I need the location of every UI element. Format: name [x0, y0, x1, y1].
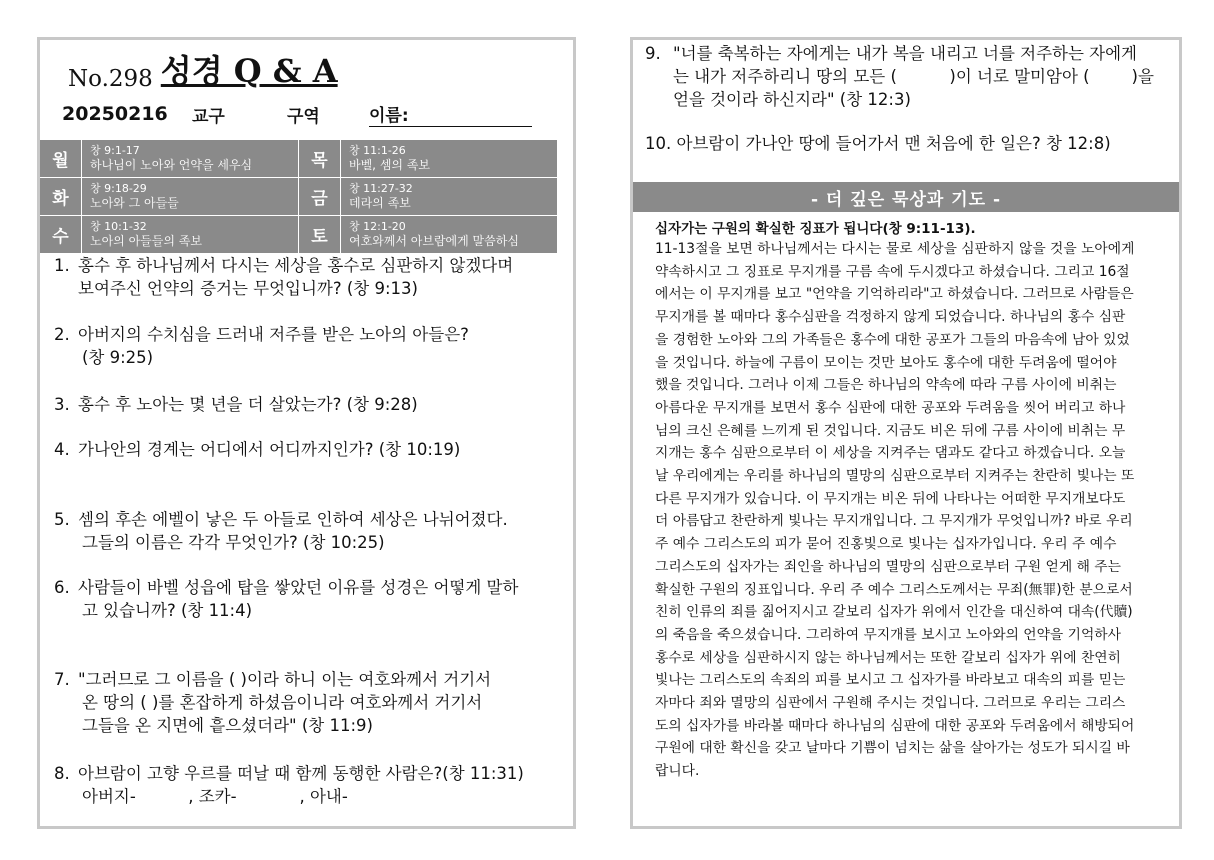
question-line: 온 땅의 ( )를 혼잡하게 하셨음이니라 여호와께서 거기서 [82, 693, 483, 712]
reading-cell [82, 178, 298, 215]
question-number: 9. [645, 44, 661, 63]
question-9 [645, 42, 1181, 111]
reading-desc: 노아와 그 아들들 [90, 196, 179, 210]
devotion-line: 님의 크신 은혜를 느끼게 된 것입니다. 지금도 비온 뒤에 구름 사이에 비취는 무 [655, 422, 1126, 439]
guyeok-label: 구역 [287, 106, 320, 127]
question-5 [54, 508, 574, 554]
question-4 [54, 438, 574, 461]
answer-blanks: 아버지- , 조카- , 아내- [82, 787, 348, 806]
devotion-line: 확실한 구원의 징표입니다. 우리 주 예수 그리스도께서는 무죄(無罪)한 분으로서 [655, 581, 1133, 598]
question-line: 고 있습니까? (창 11:4) [82, 601, 253, 620]
devotion-line: 주 예수 그리스도의 피가 묻어 진홍빛으로 빛나는 십자가입니다. 우리 주 예수 [655, 536, 1117, 553]
question-6 [54, 576, 574, 622]
question-line: 가나안의 경계는 어디에서 어디까지인가? (창 10:19) [78, 440, 461, 459]
question-number: 3. [54, 395, 70, 414]
question-line: (창 9:25) [82, 348, 154, 367]
question-number: 1. [54, 256, 70, 275]
devotion-line: 했을 것입니다. 그러나 이제 그들은 하나님의 약속에 따라 구름 사이에 비취는 [655, 377, 1117, 394]
question-line: 홍수 후 노아는 몇 년을 더 살았는가? (창 9:28) [78, 395, 418, 414]
devotion-line: 날 우리에게는 우리를 하나님의 멸망의 심판으로부터 지켜주는 찬란히 빛나는 또 [655, 468, 1135, 485]
day-cell: 화 [40, 178, 81, 215]
question-number: 2. [54, 325, 70, 344]
reading-ref: 창 11:27-32 [349, 182, 413, 195]
question-line: 홍수 후 하나님께서 다시는 세상을 홍수로 심판하지 않겠다며 [78, 256, 514, 275]
reading-desc: 하나님이 노아와 언약을 세우심 [90, 158, 253, 172]
devotion-line: 더 아름답고 찬란하게 빛나는 무지개입니다. 그 무지개가 무엇입니까? 바로 우리 [655, 513, 1133, 530]
devotion-line: 랍니다. [655, 763, 700, 780]
question-number: 8. [54, 764, 70, 783]
devotion-line: 자마다 죄와 멸망의 심판에서 구원해 주시는 것입니다. 그러므로 우리는 그리스 [655, 695, 1126, 712]
devotion-line: 홍수로 세상을 심판하시지 않는 하나님께서는 또한 갈보리 십자가 위에 찬연히 [655, 649, 1121, 666]
day-cell: 수 [40, 216, 81, 253]
devotion-line: 에서는 이 무지개를 보고 "언약을 기억하리라"고 하셨습니다. 그러므로 사람들은 [655, 286, 1134, 303]
title-row [68, 46, 338, 92]
reading-schedule [40, 140, 573, 254]
question-line: 아브람이 고향 우르를 떠날 때 함께 동행한 사람은?(창 11:31) [78, 764, 524, 783]
question-line: 사람들이 바벨 성읍에 탑을 쌓았던 이유를 성경은 어떻게 말하 [78, 578, 519, 597]
reading-cell [341, 178, 557, 215]
question-1 [54, 254, 574, 300]
question-number: 5. [54, 510, 70, 529]
reading-cell [341, 140, 557, 177]
devotion-line: 지개는 홍수 심판으로부터 이 세상을 지켜주는 댐과도 같다고 하겠습니다. 오늘 [655, 445, 1126, 462]
devotion-line: 을 경험한 노아와 그의 가족들은 홍수에 대한 공포가 그들의 마음속에 남아 있었 [655, 331, 1130, 348]
meta-row [62, 101, 532, 127]
question-line: 셈의 후손 에벨이 낳은 두 아들로 인하여 세상은 나뉘어졌다. [78, 510, 508, 529]
question-8 [54, 762, 574, 808]
question-10 [645, 132, 1181, 155]
question-10-line [645, 132, 1181, 155]
question-line: 보여주신 언약의 증거는 무엇입니까? (창 9:13) [78, 279, 418, 298]
page-title: 성경 Q & A [160, 52, 338, 90]
section-banner: - 더 깊은 묵상과 기도 - [633, 182, 1179, 212]
reading-cell [82, 216, 298, 253]
question-3 [54, 393, 574, 416]
gyogu-label: 교구 [192, 106, 225, 127]
devotion-line: 아름다운 무지개를 보면서 홍수 심판에 대한 공포와 두려움을 씻어 버리고 하나 [655, 399, 1126, 416]
devotion-line: 약속하시고 그 징표로 무지개를 구름 속에 두시겠다고 하셨습니다. 그리고 16절 [655, 263, 1130, 280]
reading-ref: 창 12:1-20 [349, 220, 406, 233]
devotion-line: 구원에 대한 확신을 갖고 날마다 기쁨이 넘치는 삶을 살아가는 성도가 되시길 바 [655, 740, 1130, 757]
question-7 [54, 668, 574, 737]
devotion-line: 다른 무지개가 있습니다. 이 무지개는 비온 뒤에 나타나는 어떠한 무지개보다도 [655, 490, 1126, 507]
question-number: 7. [54, 670, 70, 689]
question-line: "그러므로 그 이름을 ( )이라 하니 이는 여호와께서 거기서 [78, 670, 492, 689]
schedule-row [40, 178, 573, 215]
reading-desc: 여호와께서 아브람에게 말씀하심 [349, 234, 519, 248]
reading-ref: 창 9:18-29 [90, 182, 147, 195]
quiz-panel [37, 37, 576, 829]
reading-ref: 창 10:1-32 [90, 220, 147, 233]
issue-number: No.298 [68, 66, 153, 92]
day-cell: 토 [299, 216, 340, 253]
reading-desc: 데라의 족보 [349, 196, 411, 210]
question-number: 4. [54, 440, 70, 459]
devotion-line: 의 죽음을 죽으셨습니다. 그리하여 무지개를 보시고 노아와의 언약을 기억하사 [655, 626, 1121, 643]
reading-desc: 노아의 아들들의 족보 [90, 234, 202, 248]
devotion-line: 을 것입니다. 하늘에 구름이 모이는 것만 보아도 홍수에 대한 두려움에 떨어야 [655, 354, 1117, 371]
question-number: 6. [54, 578, 70, 597]
date-label: 20250216 [62, 103, 168, 125]
schedule-row [40, 216, 573, 253]
devotion-line: 그리스도의 십자가는 죄인을 하나님의 멸망의 심판으로부터 구원 얻게 해 주는 [655, 558, 1121, 575]
day-cell: 목 [299, 140, 340, 177]
question-line: 얻을 것이라 하신지라" (창 12:3) [673, 90, 911, 109]
question-line: 그들을 온 지면에 흩으셨더라" (창 11:9) [82, 716, 373, 735]
name-field[interactable]: 이름: [369, 101, 532, 127]
devotion-body [655, 238, 1155, 783]
day-cell: 월 [40, 140, 81, 177]
question-line: 아브람이 가나안 땅에 들어가서 맨 처음에 한 일은? 창 12:8) [676, 134, 1111, 153]
devotion-line: 친히 인류의 죄를 짊어지시고 갈보리 십자가 위에서 인간을 대신하여 대속(代贖) [655, 604, 1133, 621]
question-2 [54, 323, 574, 369]
question-line: 아버지의 수치심을 드러내 저주를 받은 노아의 아들은? [78, 325, 469, 344]
reading-desc: 바벨, 셈의 족보 [349, 158, 430, 172]
reading-cell [82, 140, 298, 177]
devotion-line: 도의 십자가를 바라볼 때마다 하나님의 심판에 대한 공포와 두려움에서 해방되어 [655, 717, 1135, 734]
reading-ref: 창 9:1-17 [90, 144, 140, 157]
devotion-line: 무지개를 볼 때마다 홍수심판을 걱정하지 않게 되었습니다. 하나님의 홍수 심판 [655, 309, 1126, 326]
devotion-line: 11-13절을 보면 하나님께서는 다시는 물로 세상을 심판하지 않을 것을 노아에게 [655, 241, 1135, 257]
schedule-row [40, 140, 573, 177]
question-line: 그들의 이름은 각각 무엇인가? (창 10:25) [82, 533, 385, 552]
devotion-line: 빛나는 그리스도의 속죄의 피를 보시고 그 십자가를 바라보고 대속의 피를 믿는 [655, 672, 1126, 689]
devotion-panel [630, 37, 1182, 829]
question-line: "너를 축복하는 자에게는 내가 복을 내리고 너를 저주하는 자에게 [673, 44, 1137, 63]
reading-cell [341, 216, 557, 253]
question-line: 는 내가 저주하리니 땅의 모든 ( )이 너로 말미암아 ( )을 [673, 67, 1154, 86]
reading-ref: 창 11:1-26 [349, 144, 406, 157]
devotion-heading: 십자가는 구원의 확실한 징표가 됩니다(창 9:11-13). [655, 221, 976, 237]
question-number: 10. [645, 134, 672, 153]
day-cell: 금 [299, 178, 340, 215]
